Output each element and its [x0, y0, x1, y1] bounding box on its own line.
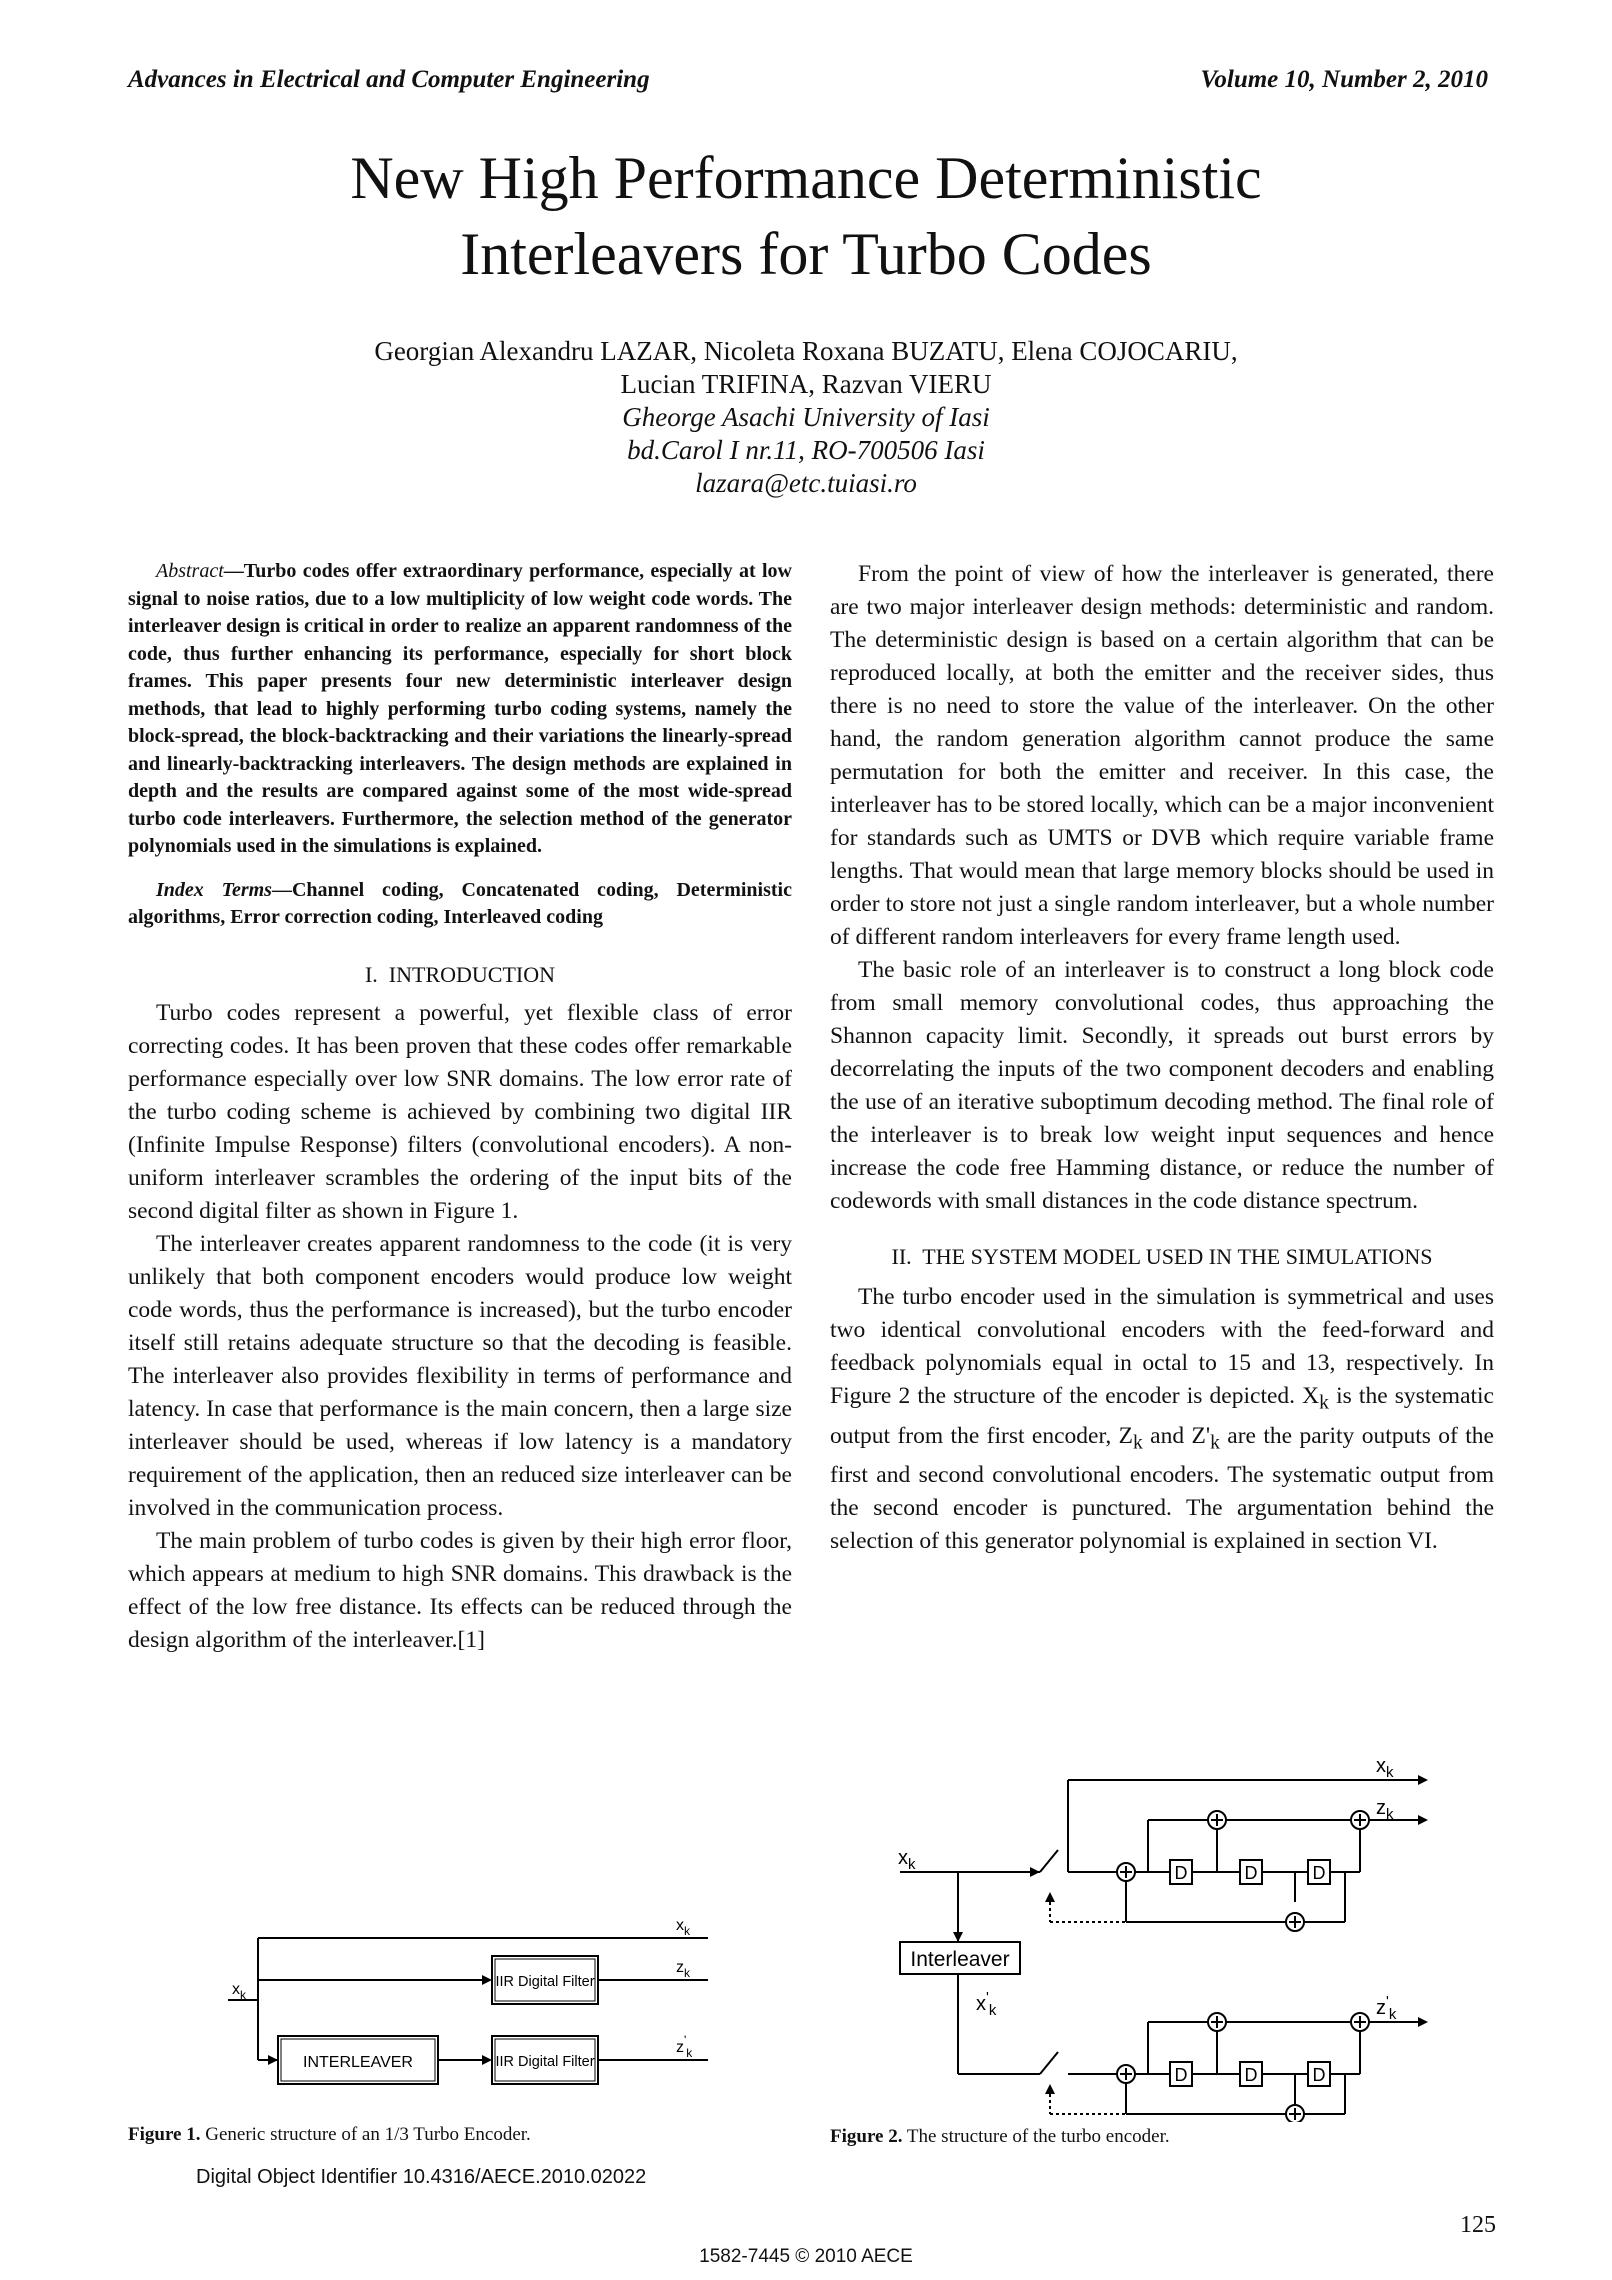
- delay-4-label: D: [1174, 2065, 1188, 2085]
- fig2-input-x: $x_k$: [898, 1847, 916, 1873]
- section-1-number: I.: [364, 961, 378, 987]
- index-terms: [128, 877, 792, 932]
- filter-2-label: IIR Digital Filter: [495, 2054, 595, 2070]
- fig2-interleaver-label: Interleaver: [910, 1948, 1010, 1971]
- h2-p5: ODEL: [1082, 1244, 1146, 1269]
- figure-1-caption-text: Generic structure of an 1/3 Turbo Encoder.: [200, 2124, 531, 2145]
- intro-paragraph-1: Turbo codes represent a powerful, yet flexible class of error correcting codes. It has been proven that these codes offer remarkable performance especially over low SNR domains. The low error rate of the turbo coding scheme is achieved by combining two digital IIR (Infinite Impulse Response) filters (convolutional encoders). A non-uniform interleaver scrambles the ordering of the input bits of the second digital filter as shown in Figure 1.: [128, 999, 792, 1224]
- copyright: 1582-7445 © 2010 AECE: [699, 2246, 913, 2267]
- title-line-2: Interleavers for Turbo Codes: [460, 221, 1152, 287]
- figure-2-caption-label: Figure 2.: [830, 2126, 903, 2147]
- right-paragraph-2: The basic role of an interleaver is to construct a long block code from small memory convolutional codes, thus approaching the Shannon capacity limit. Secondly, it spreads out burst errors by decorrelating the inputs of the two component decoders and enabling the use of an iterative suboptimum decoding method. The final role of the interleaver is to break low weight input sequences and hence increase the code free Hamming distance, or reduce the number of codewords with small distances in the code distance spectrum.: [830, 957, 1494, 1214]
- volume-info: Volume 10, Number 2, 2010: [1200, 66, 1488, 93]
- left-column: [128, 558, 792, 1657]
- authors-line-1: Georgian Alexandru LAZAR, Nicoleta Roxana BUZATU, Elena COJOCARIU,: [374, 336, 1238, 366]
- abstract-label: Abstract: [156, 560, 224, 582]
- intro-paragraph-3: The main problem of turbo codes is given by their high error floor, which appears at medium to high SNR domains. This drawback is the effect of the low free distance. Its effects can be reduced through the design algorithm of the interleaver.[1]: [128, 1527, 792, 1653]
- index-terms-label: Index Terms: [156, 878, 272, 901]
- figure-2-caption-text: The structure of the turbo encoder.: [902, 2126, 1170, 2147]
- section-2-number: II.: [891, 1244, 912, 1269]
- delay-6-label: D: [1312, 2065, 1326, 2085]
- figure-1-caption-label: Figure 1.: [128, 2124, 201, 2145]
- h2-p3: YSTEM: [982, 1244, 1063, 1269]
- affiliation: Gheorge Asachi University of Iasi: [622, 402, 990, 432]
- abstract: [128, 558, 792, 861]
- delay-2-label: D: [1244, 1863, 1258, 1883]
- output-x-label: $x_k$: [676, 1917, 690, 1938]
- section-2-heading: [830, 1240, 1494, 1273]
- section-1-heading: [128, 958, 792, 991]
- h2-p8: I: [1208, 1244, 1217, 1269]
- h2-p10: T: [1237, 1244, 1251, 1269]
- output-z-label: $z_k$: [676, 1959, 690, 1980]
- h2-p7: SED: [1161, 1244, 1209, 1269]
- section-2-paragraph-1: The turbo encoder used in the simulation is symmetrical and uses two identical convolutional encoders with the feed-forward and feedback polynomials equal in octal to 15 and 13, respectively. In Figure 2 the structure of the encoder is depicted. $X_k$ is the systematic output from the first encoder, $Z_k$ and $Z'_k$ are the parity outputs of the first and second convolutional encoders. The systematic output from the second encoder is punctured. The argumentation behind the selection of this generator polynomial is explained in section VI.: [830, 1284, 1494, 1555]
- section-1-initial: I: [388, 961, 397, 987]
- delay-1-label: D: [1174, 1863, 1188, 1883]
- figure-2-caption: [830, 2126, 1170, 2148]
- fig2-input-x-prime: $x'_k$: [976, 1989, 997, 2019]
- authors-line-2: Lucian TRIFINA, Razvan VIERU: [620, 369, 992, 399]
- delay-3-label: D: [1312, 1863, 1326, 1883]
- fig2-output-z: $z_k$: [1376, 1797, 1394, 1823]
- h2-p11: HE: [1250, 1244, 1286, 1269]
- paper-title: [0, 140, 1612, 292]
- output-z-prime-label: $z'_k$: [676, 2033, 693, 2060]
- title-line-1: New High Performance Deterministic: [350, 145, 1262, 211]
- filter-1-label: IIR Digital Filter: [495, 1974, 595, 1990]
- journal-name: Advances in Electrical and Computer Engineering: [128, 66, 650, 93]
- page-number: 125: [1460, 2212, 1496, 2238]
- address: bd.Carol I nr.11, RO-700506 Iasi: [627, 435, 985, 465]
- h2-p0: T: [922, 1244, 936, 1269]
- intro-paragraph-2: The interleaver creates apparent randomness to the code (it is very unlikely that both component encoders would produce low weight code words, thus the performance is increased), but the turbo encoder itself still retains adequate structure so that the decoding is feasible. The interleaver also provides flexibility in terms of performance and latency. In case that performance is the main concern, then a large size interleaver should be used, whereas if low latency is a mandatory requirement of the application, then an reduced size interleaver can be involved in the communication process.: [128, 1230, 792, 1521]
- h2-p1: HE: [935, 1244, 971, 1269]
- h2-p6: U: [1145, 1244, 1162, 1269]
- h2-p13: IMULATIONS: [1298, 1244, 1433, 1269]
- figure-2-diagram: [880, 1752, 1440, 2122]
- right-column: [830, 558, 1494, 1558]
- author-block: [0, 335, 1612, 500]
- doi: Digital Object Identifier 10.4316/AECE.2010.02022: [196, 2166, 647, 2188]
- section-1-rest: NTRODUCTION: [396, 961, 556, 987]
- email[interactable]: lazara@etc.tuiasi.ro: [695, 468, 917, 498]
- h2-p9: N: [1216, 1244, 1238, 1269]
- h2-p4: M: [1062, 1244, 1083, 1269]
- h2-p2: S: [970, 1244, 983, 1269]
- right-paragraph-1: From the point of view of how the interleaver is generated, there are two major interleaver design methods: deterministic and random. The deterministic design is based on a certain algorithm that can be reproduced locally, at both the emitter and the receiver sides, thus there is no need to store the value of the interleaver. On the other hand, the random generation algorithm cannot produce the same permutation for both the emitter and receiver. In this case, the interleaver has to be stored locally, which can be a major inconvenient for standards such as UMTS or DVB which require variable frame lengths. That would mean that large memory blocks should be used in order to store not just a single random interleaver, but a whole number of different random interleavers for every frame length used.: [830, 561, 1494, 950]
- figure-1-caption: [128, 2124, 531, 2146]
- h2-p12: S: [1285, 1244, 1298, 1269]
- interleaver-label: INTERLEAVER: [303, 2054, 413, 2071]
- index-terms-text: —Channel coding, Concatenated coding, Deterministic algorithms, Error correction coding, Interleaved coding: [128, 878, 792, 928]
- delay-5-label: D: [1244, 2065, 1258, 2085]
- fig2-output-x: $x_k$: [1376, 1755, 1394, 1781]
- abstract-text: —Turbo codes offer extraordinary performance, especially at low signal to noise ratios, due to a low multiplicity of low weight code words. The interleaver design is critical in order to realize an apparent randomness of the code, thus further enhancing its performance, especially for short block frames. This paper presents four new deterministic interleaver design methods, that lead to highly performing turbo coding systems, namely the block-spread, the block-backtracking and their variations the linearly-spread and linearly-backtracking interleavers. The design methods are explained in depth and the results are compared against some of the most wide-spread turbo code interleavers. Furthermore, the selection method of the generator polynomials used in the simulations is explained.: [128, 560, 792, 857]
- figure-1-diagram: [228, 1910, 718, 2095]
- fig2-output-z-prime: $z'_k$: [1376, 1993, 1397, 2023]
- input-x-label: $x_k$: [232, 1981, 246, 2002]
